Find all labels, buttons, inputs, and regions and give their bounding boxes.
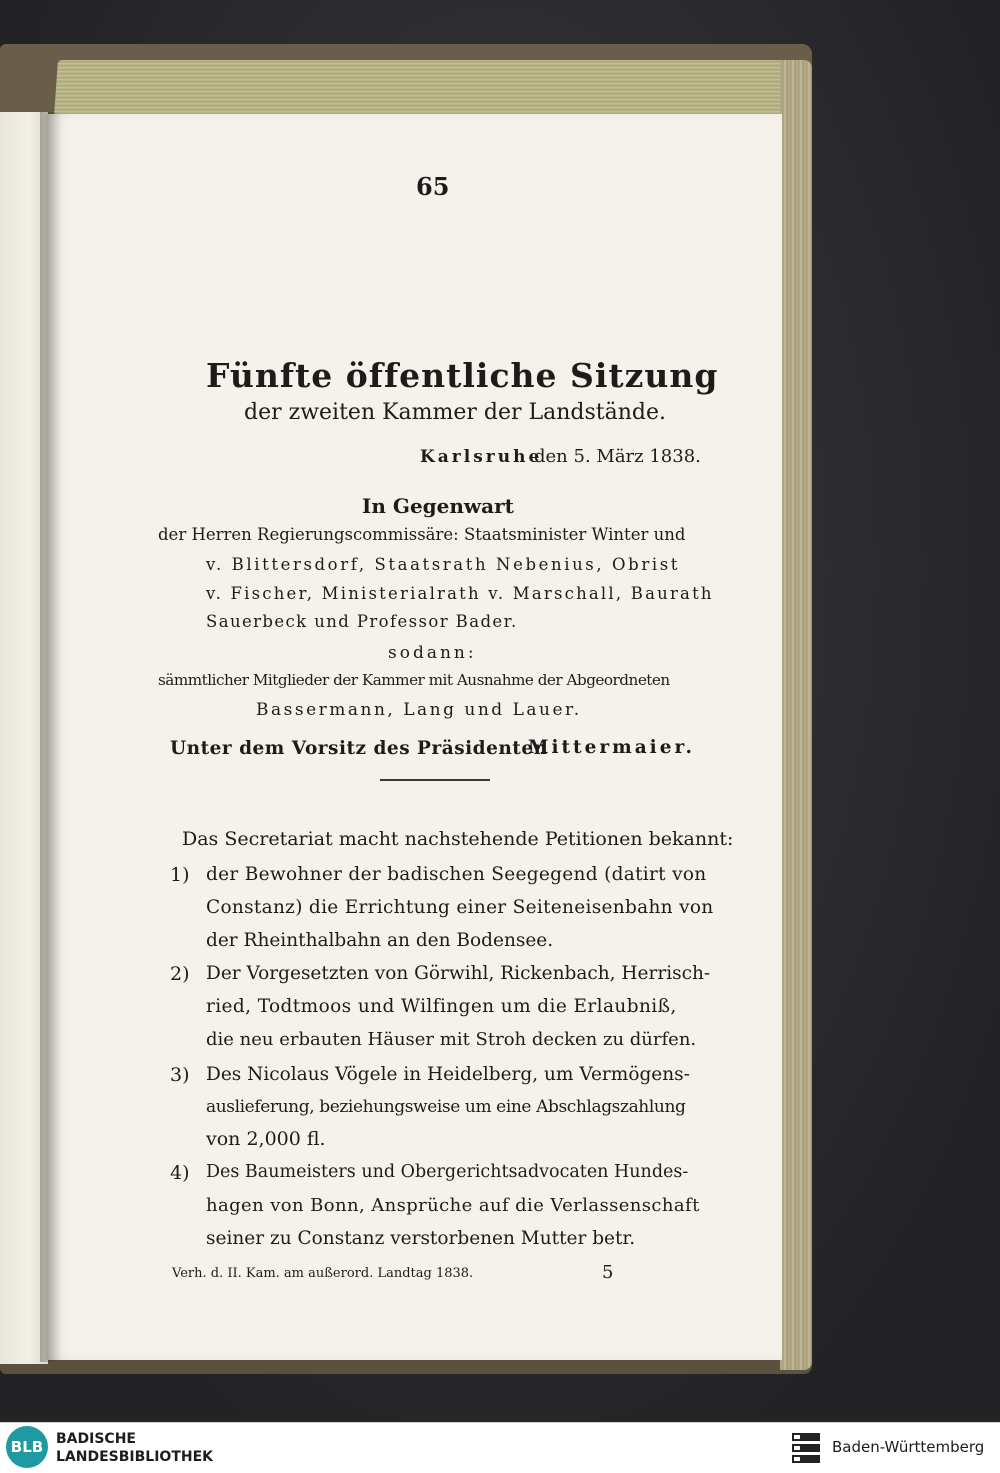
presence-heading: In Gegenwart: [362, 494, 514, 518]
blb-logo-icon[interactable]: BLB: [6, 1426, 48, 1468]
members-line: sämmtlicher Mitglieder der Kammer mit Ausnahme der Abgeordneten: [158, 671, 670, 689]
petition-line: Constanz) die Errichtung einer Seiteneisenbahn von: [206, 897, 714, 918]
attendees-line: Sauerbeck und Professor Bader.: [206, 612, 518, 631]
attendees-line: v. Fischer, Ministerialrath v. Marschall, Baurath: [206, 584, 714, 603]
attendees-line: v. Blittersdorf, Staatsrath Nebenius, Obrist: [206, 555, 681, 574]
chair-name: Mittermaier.: [528, 737, 695, 758]
page-edges-right: [780, 60, 812, 1370]
session-subtitle: der zweiten Kammer der Landstände.: [244, 400, 667, 425]
chair-prefix: Unter dem Vorsitz des Präsidenten: [170, 738, 548, 759]
petition-number: 3): [170, 1064, 190, 1086]
petition-number: 4): [170, 1162, 190, 1184]
petition-line: auslieferung, beziehungsweise um eine Abschlagszahlung: [206, 1097, 686, 1117]
place: Karlsruhe: [420, 447, 543, 467]
library-name-line2: LANDESBIBLIOTHEK: [56, 1449, 214, 1465]
petition-line: seiner zu Constanz verstorbenen Mutter betr.: [206, 1228, 636, 1249]
petitions-intro: Das Secretariat macht nachstehende Petitionen bekannt:: [182, 828, 734, 850]
page-footer-note: Verh. d. II. Kam. am außerord. Landtag 1838.: [172, 1266, 474, 1281]
petition-line: Der Vorgesetzten von Görwihl, Rickenbach, Herrisch-: [206, 963, 711, 984]
lions-emblem-icon: [790, 1431, 822, 1465]
petition-number: 1): [170, 864, 190, 886]
petition-line: hagen von Bonn, Ansprüche auf die Verlassenschaft: [206, 1195, 700, 1216]
petition-number: 2): [170, 963, 190, 985]
library-name-line1: BADISCHE: [56, 1431, 136, 1447]
library-name[interactable]: [56, 1430, 213, 1466]
petition-line: der Bewohner der badischen Seegegend (datirt von: [206, 864, 707, 885]
attendees-line: der Herren Regierungscommissäre: Staatsminister Winter und: [158, 525, 686, 544]
members-line: Bassermann, Lang und Lauer.: [256, 700, 582, 720]
spine-shadow: [40, 112, 62, 1362]
petition-line: von 2,000 fl.: [206, 1128, 326, 1150]
state-name[interactable]: Baden-Württemberg: [832, 1438, 985, 1456]
petition-line: ried, Todtmoos und Wilfingen um die Erlaubniß,: [206, 996, 677, 1017]
session-title: Fünfte öffentliche Sitzung: [206, 356, 719, 395]
page-edges-top: [54, 60, 794, 116]
petition-line: Des Nicolaus Vögele in Heidelberg, um Vermögens-: [206, 1064, 690, 1085]
date: den 5. März 1838.: [534, 446, 701, 467]
page-number: 65: [416, 172, 450, 201]
sodann-label: sodann:: [388, 643, 477, 663]
petition-line: Des Baumeisters und Obergerichtsadvocaten Hundes-: [206, 1162, 689, 1182]
petition-line: die neu erbauten Häuser mit Stroh decken zu dürfen.: [206, 1029, 697, 1050]
petition-line: der Rheinthalbahn an den Bodensee.: [206, 930, 554, 951]
signature-mark: 5: [602, 1262, 614, 1283]
footer-bar: [0, 1422, 1000, 1473]
section-rule: [380, 779, 490, 781]
